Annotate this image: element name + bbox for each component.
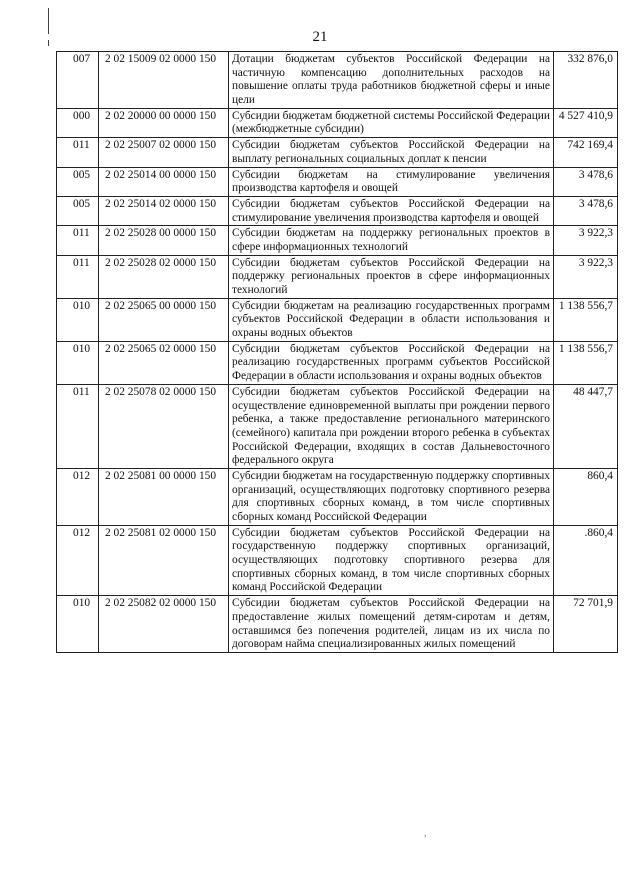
amount-cell: 3 922,3 [554, 255, 618, 298]
revenue-name-cell: Субсидии бюджетам субъектов Российской Федерации на реализацию государственных программ субъектов Российской Федерации в области использования и охраны водных объектов [229, 341, 554, 384]
kbk-code-cell: 2 02 15009 02 0000 150 [99, 52, 229, 109]
admin-code-cell: 005 [57, 196, 99, 225]
amount-cell: 4 527 410,9 [554, 108, 618, 137]
admin-code-cell: 011 [57, 138, 99, 167]
revenue-name-cell: Субсидии бюджетам субъектов Российской Федерации на государственную поддержку спортивных организаций, осуществляющих подготовку спортивного резерва для спортивных сборных команд, в том числе спортивных сборных команд Российской Федерации [229, 525, 554, 595]
admin-code-cell: 005 [57, 167, 99, 196]
table-row [57, 384, 618, 468]
amount-cell: 3 922,3 [554, 226, 618, 255]
revenue-name-cell: Субсидии бюджетам субъектов Российской Федерации на поддержку региональных проектов в сфере информационных технологий [229, 255, 554, 298]
kbk-code-cell: 2 02 25065 02 0000 150 [99, 341, 229, 384]
table-body [57, 52, 618, 653]
admin-code-cell: 007 [57, 52, 99, 109]
revenue-name-cell: Субсидии бюджетам субъектов Российской Федерации на осуществление единовременной выплаты при рождении первого ребенка, а также предоставление регионального материнского (семейного) капитала при рождении второго ребенка в субъектах Российской Федерации, входящих в состав Дальневосточного федерального округа [229, 384, 554, 468]
kbk-code-cell: 2 02 25014 02 0000 150 [99, 196, 229, 225]
kbk-code-cell: 2 02 25065 00 0000 150 [99, 298, 229, 341]
budget-table [56, 51, 618, 653]
amount-cell: .860,4 [554, 525, 618, 595]
kbk-code-cell: 2 02 25078 02 0000 150 [99, 384, 229, 468]
amount-cell: 48 447,7 [554, 384, 618, 468]
admin-code-cell: 011 [57, 384, 99, 468]
table-row [57, 468, 618, 525]
kbk-code-cell: 2 02 20000 00 0000 150 [99, 108, 229, 137]
revenue-name-cell: Субсидии бюджетам субъектов Российской Федерации на выплату региональных социальных доплат к пенсии [229, 138, 554, 167]
revenue-name-cell: Субсидии бюджетам субъектов Российской Федерации на предоставление жилых помещений детям-сиротам и детям, оставшимся без попечения родителей, лицам из их числа по договорам найма специализированных жилых помещений [229, 596, 554, 653]
kbk-code-cell: 2 02 25007 02 0000 150 [99, 138, 229, 167]
amount-cell: 3 478,6 [554, 196, 618, 225]
amount-cell: 1 138 556,7 [554, 341, 618, 384]
table-row [57, 341, 618, 384]
revenue-name-cell: Субсидии бюджетам на стимулирование увеличения производства картофеля и овощей [229, 167, 554, 196]
admin-code-cell: 010 [57, 341, 99, 384]
kbk-code-cell: 2 02 25028 00 0000 150 [99, 226, 229, 255]
amount-cell: 1 138 556,7 [554, 298, 618, 341]
table-row [57, 596, 618, 653]
kbk-code-cell: 2 02 25028 02 0000 150 [99, 255, 229, 298]
revenue-name-cell: Субсидии бюджетам на реализацию государственных программ субъектов Российской Федерации в области использования и охраны водных объектов [229, 298, 554, 341]
amount-cell: 860,4 [554, 468, 618, 525]
amount-cell: 742 169,4 [554, 138, 618, 167]
amount-cell: 332 876,0 [554, 52, 618, 109]
revenue-name-cell: Субсидии бюджетам на поддержку региональных проектов в сфере информационных технологий [229, 226, 554, 255]
amount-cell: 3 478,6 [554, 167, 618, 196]
revenue-name-cell: Субсидии бюджетам субъектов Российской Федерации на стимулирование увеличения производства картофеля и овощей [229, 196, 554, 225]
table-row [57, 525, 618, 595]
table-row [57, 52, 618, 109]
admin-code-cell: 012 [57, 468, 99, 525]
page-number: 21 [312, 29, 328, 45]
revenue-name-cell: Дотации бюджетам субъектов Российской Федерации на частичную компенсацию дополнительных расходов на повышение оплаты труда работников бюджетной сферы и иные цели [229, 52, 554, 109]
admin-code-cell: 000 [57, 108, 99, 137]
admin-code-cell: 012 [57, 525, 99, 595]
admin-code-cell: 011 [57, 255, 99, 298]
table-row [57, 255, 618, 298]
table-row [57, 108, 618, 137]
kbk-code-cell: 2 02 25081 00 0000 150 [99, 468, 229, 525]
amount-cell: 72 701,9 [554, 596, 618, 653]
revenue-name-cell: Субсидии бюджетам на государственную поддержку спортивных организаций, осуществляющих подготовку спортивного резерва для спортивных сборных команд, в том числе спортивных сборных команд Российской Федерации [229, 468, 554, 525]
kbk-code-cell: 2 02 25082 02 0000 150 [99, 596, 229, 653]
table-row [57, 167, 618, 196]
kbk-code-cell: 2 02 25014 00 0000 150 [99, 167, 229, 196]
table-row [57, 298, 618, 341]
table-row [57, 226, 618, 255]
admin-code-cell: 010 [57, 298, 99, 341]
scan-artifact: , [424, 828, 427, 839]
admin-code-cell: 010 [57, 596, 99, 653]
admin-code-cell: 011 [57, 226, 99, 255]
table-row [57, 196, 618, 225]
revenue-name-cell: Субсидии бюджетам бюджетной системы Российской Федерации (межбюджетные субсидии) [229, 108, 554, 137]
table-row [57, 138, 618, 167]
kbk-code-cell: 2 02 25081 02 0000 150 [99, 525, 229, 595]
